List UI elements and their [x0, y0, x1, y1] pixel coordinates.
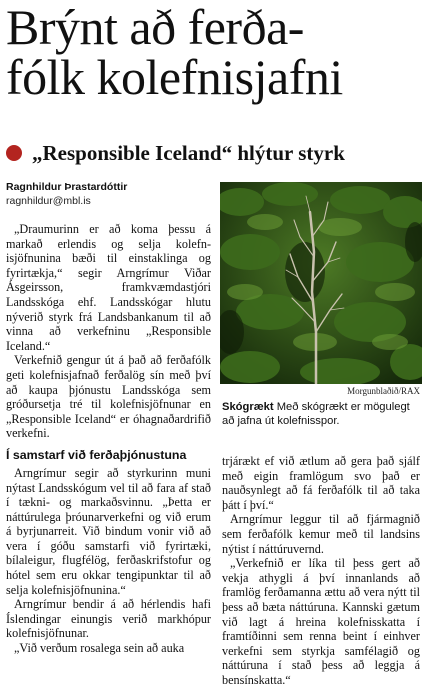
byline	[6, 180, 206, 208]
article-column-2	[222, 454, 420, 688]
forest-photo	[220, 182, 422, 384]
subheading-text: „Responsible Iceland“ hlýtur styrk	[32, 140, 345, 165]
paragraph: trjárækt ef við ætlum að gera það sjálf með eigin framlögum svo það er nauðsynlegt að fá ferðafólk til að taka þátt í því.“	[222, 454, 420, 512]
photo-credit: Morgunblaðið/RAX	[347, 386, 420, 396]
paragraph: „Verkefnið er líka til þess gert að vekja athygli á því innanlands að framlög ferðamanna ættu að vera nýtt til þess að bæta náttúruna. Kannski gætum við lagt á hreina kolefnisskatta í framtíðinni sem renna beint í einhver verkefni sem styrkja samfélagið og náttúruna í stað þess að leggja á bensínskatta.“	[222, 556, 420, 687]
paragraph: Arngrímur bendir á að hérlendis hafi Íslendingar einungis verið markhópur kolefnisjöfnunar.	[6, 597, 211, 641]
paragraph: Arngrímur leggur til að fjármagnið sem ferðafólk kemur með til landsins nýtist í náttúruvernd.	[222, 512, 420, 556]
subheading	[6, 140, 422, 166]
red-bullet-icon	[6, 145, 22, 161]
section-heading: Í samstarf við ferðaþjónustuna	[6, 447, 187, 462]
paragraph: Arngrímur segir að styrkurinn muni nýtast Landsskógum vel til að fara af stað í tækni- og markaðsvinnu. „Þetta er náttúrulega þróunarverkefni og við erum á byrjunarreit. Við bindum vonir við að vera í góðu samstarfi við fyrirtæki, bílaleigur, flugfélög, ferðaskrifstofur og hótel sem eru okkar tengipunktar til að selja kolefnisjöfnunina.“	[6, 465, 211, 597]
caption-label: Skógrækt	[222, 401, 274, 413]
photo-caption	[222, 400, 420, 428]
headline	[6, 0, 422, 105]
paragraph: „Draumurinn er að koma þessu á markað erlendis og selja kolefnisjöfnunina bæði til einstaklinga og fyrirtækja,“ segir Arngrímur Viðar Ásgeirsson, framkvæmdastjóri Landsskóga ehf. Landsskógar hlutu nýverið styrk frá Landsbankanum til að vinna að verkefninu „Responsible Iceland.“	[6, 222, 211, 353]
article-column-1	[6, 222, 211, 656]
paragraph: „Við verðum rosalega sein að auka	[14, 641, 185, 656]
paragraph: Verkefnið gengur út á það að ferðafólk geti kolefnisjafnað ferðalög sín með því að kaupa þjónustu Landsskóga sem gróðursetja tré til kolefnisjöfnunar en „Responsible Iceland“ er óhagnaðardrifið verkefni.	[6, 353, 211, 441]
headline-line-2: fólk kolefnisjafni	[6, 49, 343, 105]
author-email[interactable]: ragnhildur@mbl.is	[6, 195, 91, 207]
author-name: Ragnhildur Þrastardóttir	[6, 181, 128, 193]
headline-line-1: Brýnt að ferða-	[6, 0, 304, 55]
caption-text: Með skógrækt er mögulegt að jafna út kolefnisspor.	[222, 401, 410, 427]
forest-photo-image	[220, 182, 422, 384]
